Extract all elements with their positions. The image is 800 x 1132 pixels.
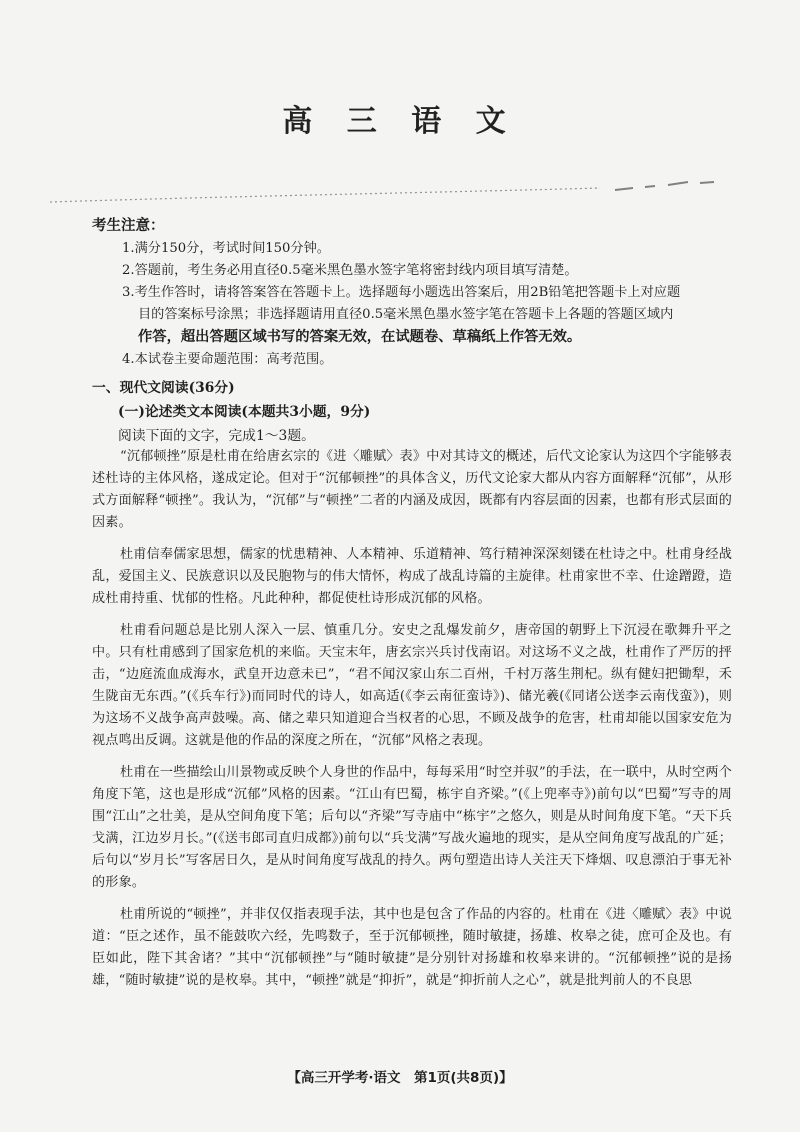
notice-list bbox=[122, 238, 762, 371]
notice-item-3-cont: 目的答案标号涂黑；非选择题请用直径0.5毫米黑色墨水签字笔在答题卡上各题的答题区域内 bbox=[138, 307, 674, 322]
page-footer: 【高三开学考·语文 第1页(共8页)】 bbox=[287, 1070, 513, 1086]
passage-paragraph-5: 杜甫所说的“顿挫”，并非仅仅指表现手法，其中也是包含了作品的内容的。杜甫在《进〈雕赋〉表》中说道：“臣之述作，虽不能鼓吹六经，先鸣数子，至于沉郁顿挫，随时敏捷，扬雄、枚皋之徒，庶可企及也。有臣如此，陛下其舍诸？”其中“沉郁顿挫”与“随时敏捷”是分别针对扬雄和枚皋来讲的。“沉郁顿挫”说的是扬雄，“随时敏捷”说的是枚皋。其中，“顿挫”就是“抑折”，就是“抑折前人之心”，就是批判前人的不良思 bbox=[92, 907, 733, 988]
passage-paragraph-4: 杜甫在一些描绘山川景物或反映个人身世的作品中，每每采用“时空并驭”的手法，在一联中，从时空两个角度下笔，这也是形成“沉郁”风格的因素。“江山有巴蜀，栋宇自齐梁。”(《上兜率寺》)前句以“巴蜀”写寺的周围“江山”之壮美，是从空间角度下笔；后句以“齐梁”写寺庙中“栋宇”之悠久，则是从时间角度下笔。“天下兵戈满，江边岁月长。”(《送韦郎司直归成都》)前句以“兵戈满”写战火遍地的现实，是从空间角度写战乱的广延；后句以“岁月长”写客居日久，是从时间角度写战乱的持久。两句塑造出诗人关注天下烽烟、叹息漂泊于事无补的形象。 bbox=[92, 765, 733, 890]
passage bbox=[92, 446, 732, 1002]
subsection-heading: (一)论述类文本阅读(本题共3小题，9分) bbox=[118, 404, 371, 420]
notice-item-2: 2.答题前，考生务必用直径0.5毫米黑色墨水签字笔将密封线内项目填写清楚。 bbox=[122, 263, 578, 278]
passage-paragraph-1: “沉郁顿挫”原是杜甫在给唐玄宗的《进〈雕赋〉表》中对其诗文的概述，后代文论家认为这四个字能够表述杜诗的主体风格，遂成定论。但对于“沉郁顿挫”的具体含义，历代文论家大都从内容方面解释“沉郁”，从形式方面解释“顿挫”。我认为，“沉郁”与“顿挫”二者的内涵及成因，既都有内容层面的因素，也都有形式层面的因素。 bbox=[92, 449, 733, 530]
notice-emphasis-text: 作答，超出答题区域书写的答案无效，在试题卷、草稿纸上作答无效。 bbox=[138, 329, 582, 345]
notice-heading: 考生注意： bbox=[92, 217, 165, 234]
section-heading: 一、现代文阅读(36分) bbox=[92, 380, 235, 396]
notice-item-3-emphasis bbox=[122, 326, 762, 349]
notice-item-3: 3.考生作答时，请将答案答在答题卡上。选择题每小题选出答案后，用2B铅笔把答题卡上对应题 bbox=[122, 285, 681, 300]
passage-paragraph-3: 杜甫看问题总是比别人深入一层、慎重几分。安史之乱爆发前夕，唐帝国的朝野上下沉浸在歌舞升平之中。只有杜甫感到了国家危机的来临。天宝末年，唐玄宗兴兵讨伐南诏。对这场不义之战，杜甫作了严厉的抨击，“边庭流血成海水，武皇开边意未已”，“君不闻汉家山东二百州，千村万落生荆杞。纵有健妇把锄犁，禾生陇亩无东西。”(《兵车行》)而同时代的诗人，如高适(《李云南征蛮诗》)、储光羲(《同诸公送李云南伐蛮》)，则为这场不义战争高声鼓噪。高、储之辈只知道迎合当权者的心思，不顾及战争的危害，杜甫却能以国家安危为视点鸣出反调。这就是他的作品的深度之所在，“沉郁”风格之表现。 bbox=[92, 623, 732, 748]
seal-line bbox=[40, 180, 760, 210]
notice-item-1: 1.满分150分，考试时间150分钟。 bbox=[122, 241, 330, 256]
exam-title: 高 三 语 文 bbox=[282, 104, 518, 139]
notice-item-4: 4.本试卷主要命题范围：高考范围。 bbox=[122, 352, 333, 367]
reading-instruction: 阅读下面的文字，完成1～3题。 bbox=[118, 428, 315, 444]
passage-paragraph-2: 杜甫信奉儒家思想，儒家的忧患精神、人本精神、乐道精神、笃行精神深深刻镂在杜诗之中。杜甫身经战乱，爱国主义、民族意识以及民胞物与的伟大情怀，构成了战乱诗篇的主旋律。杜甫家世不幸、仕途蹭蹬，造成杜甫持重、忧郁的性格。凡此种种，都促使杜诗形成沉郁的风格。 bbox=[92, 547, 732, 606]
